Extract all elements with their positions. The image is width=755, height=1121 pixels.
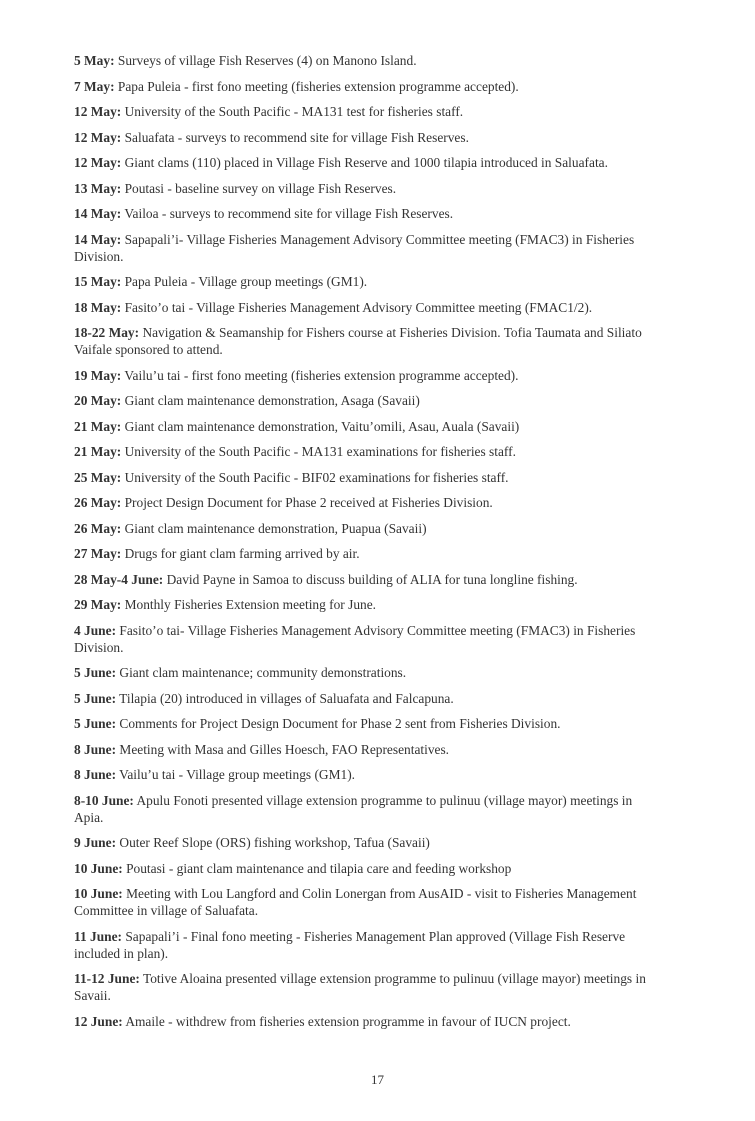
log-entry: [74, 392, 654, 409]
entry-list: [74, 52, 654, 1030]
log-entry: [74, 885, 654, 919]
log-entry: [74, 690, 654, 707]
entry-date: 9 June:: [74, 835, 117, 850]
entry-date: 5 May:: [74, 53, 115, 68]
log-entry: [74, 792, 654, 826]
entry-text: Fasito’o tai - Village Fisheries Management Advisory Committee meeting (FMAC1/2).: [124, 299, 593, 315]
entry-date: 25 May:: [74, 469, 122, 485]
entry-text: Outer Reef Slope (ORS) fishing workshop, Tafua (Savaii): [119, 835, 430, 850]
log-entry: [74, 52, 654, 69]
log-entry: [74, 367, 654, 384]
log-entry: [74, 324, 654, 358]
entry-date: 21 May:: [74, 444, 122, 459]
entry-date: 8 June:: [74, 767, 117, 782]
entry-text: Giant clam maintenance; community demonstrations.: [119, 665, 407, 680]
entry-text: Meeting with Lou Langford and Colin Lonergan from AusAID - visit to Fisheries Management Committee in village of Saluafata.: [74, 886, 637, 918]
log-entry: [74, 596, 654, 613]
entry-text: Totive Aloaina presented village extension programme to pulinuu (village mayor) meetings in Savaii.: [74, 971, 646, 1003]
log-entry: [74, 299, 654, 316]
entry-text: Sapapali’i - Final fono meeting - Fisheries Management Plan approved (Village Fish Reserve included in plan).: [74, 928, 626, 961]
entry-text: Giant clam maintenance demonstration, Asaga (Savaii): [124, 393, 420, 408]
entry-date: 26 May:: [74, 520, 122, 536]
entry-text: Apulu Fonoti presented village extension programme to pulinuu (village mayor) meetings in Apia.: [74, 792, 633, 825]
entry-date: 4 June:: [74, 622, 117, 638]
entry-date: 11-12 June:: [74, 971, 140, 986]
log-entry: [74, 1013, 654, 1030]
entry-date: 12 May:: [74, 155, 122, 170]
entry-date: 29 May:: [74, 597, 122, 612]
page-number: 17: [371, 1072, 384, 1087]
log-entry: [74, 205, 654, 222]
log-entry: [74, 180, 654, 197]
log-entry: [74, 928, 654, 962]
log-entry: [74, 860, 654, 877]
log-entry: [74, 571, 654, 588]
entry-text: University of the South Pacific - BIF02 examinations for fisheries staff.: [124, 469, 509, 485]
entry-date: 5 June:: [74, 665, 117, 680]
entry-date: 12 May:: [74, 129, 122, 145]
entry-text: Tilapia (20) introduced in villages of Saluafata and Falcapuna.: [119, 690, 454, 706]
log-entry: [74, 520, 654, 537]
log-entry: [74, 418, 654, 435]
entry-text: Fasito’o tai- Village Fisheries Management Advisory Committee meeting (FMAC3) in Fisheries Division.: [74, 622, 636, 655]
entry-date: 18 May:: [74, 299, 122, 315]
log-entry: [74, 129, 654, 146]
entry-text: David Payne in Samoa to discuss building of ALIA for tuna longline fishing.: [166, 571, 578, 587]
entry-date: 14 May:: [74, 231, 122, 247]
entry-date: 7 May:: [74, 78, 115, 94]
entry-text: Navigation & Seamanship for Fishers course at Fisheries Division. Tofia Taumata and Siliato Vaifale sponsored to attend.: [74, 325, 642, 357]
entry-date: 15 May:: [74, 274, 122, 289]
entry-text: Monthly Fisheries Extension meeting for June.: [124, 597, 377, 612]
entry-date: 5 June:: [74, 716, 117, 731]
log-entry: [74, 273, 654, 290]
entry-text: Vailoa - surveys to recommend site for village Fish Reserves.: [124, 206, 454, 221]
entry-text: Saluafata - surveys to recommend site for village Fish Reserves.: [124, 129, 469, 145]
entry-text: Meeting with Masa and Gilles Hoesch, FAO Representatives.: [119, 741, 450, 757]
entry-date: 20 May:: [74, 393, 122, 408]
entry-date: 10 June:: [74, 860, 123, 876]
entry-date: 10 June:: [74, 886, 123, 901]
entry-date: 5 June:: [74, 690, 117, 706]
entry-text: Project Design Document for Phase 2 received at Fisheries Division.: [124, 495, 493, 510]
entry-text: Poutasi - giant clam maintenance and tilapia care and feeding workshop: [126, 860, 512, 876]
entry-date: 13 May:: [74, 180, 122, 196]
log-entry: [74, 103, 654, 120]
entry-text: University of the South Pacific - MA131 examinations for fisheries staff.: [124, 444, 516, 459]
entry-date: 27 May:: [74, 546, 122, 561]
log-entry: [74, 766, 654, 783]
entry-text: University of the South Pacific - MA131 test for fisheries staff.: [124, 104, 464, 119]
log-entry: [74, 622, 654, 656]
entry-text: Papa Puleia - first fono meeting (fisheries extension programme accepted).: [117, 78, 519, 94]
entry-text: Giant clams (110) placed in Village Fish Reserve and 1000 tilapia introduced in Saluafata.: [124, 155, 608, 170]
log-entry: [74, 231, 654, 265]
entry-text: Surveys of village Fish Reserves (4) on Manono Island.: [117, 53, 417, 68]
entry-date: 26 May:: [74, 495, 122, 510]
document-body: [74, 52, 654, 1038]
log-entry: [74, 970, 654, 1004]
entry-text: Amaile - withdrew from fisheries extension programme in favour of IUCN project.: [125, 1013, 571, 1029]
entry-date: 28 May-4 June:: [74, 571, 164, 587]
entry-text: Sapapali’i- Village Fisheries Management Advisory Committee meeting (FMAC3) in Fisheries Division.: [74, 231, 635, 264]
log-entry: [74, 78, 654, 95]
entry-date: 8-10 June:: [74, 792, 134, 808]
log-entry: [74, 834, 654, 851]
entry-text: Papa Puleia - Village group meetings (GM1).: [124, 274, 368, 289]
entry-text: Giant clam maintenance demonstration, Puapua (Savaii): [124, 520, 427, 536]
entry-text: Comments for Project Design Document for Phase 2 sent from Fisheries Division.: [119, 716, 561, 731]
entry-text: Poutasi - baseline survey on village Fish Reserves.: [124, 180, 397, 196]
entry-date: 14 May:: [74, 206, 122, 221]
log-entry: [74, 494, 654, 511]
log-entry: [74, 154, 654, 171]
log-entry: [74, 443, 654, 460]
log-entry: [74, 715, 654, 732]
entry-text: Giant clam maintenance demonstration, Vaitu’omili, Asau, Auala (Savaii): [124, 418, 520, 434]
entry-date: 18-22 May:: [74, 325, 140, 340]
entry-date: 12 May:: [74, 104, 122, 119]
entry-text: Vailu’u tai - Village group meetings (GM1).: [119, 767, 355, 782]
log-entry: [74, 741, 654, 758]
entry-date: 12 June:: [74, 1013, 123, 1029]
entry-date: 21 May:: [74, 418, 122, 434]
log-entry: [74, 664, 654, 681]
entry-date: 11 June:: [74, 928, 122, 944]
entry-text: Drugs for giant clam farming arrived by air.: [124, 546, 360, 561]
log-entry: [74, 469, 654, 486]
entry-date: 19 May:: [74, 367, 122, 383]
entry-date: 8 June:: [74, 741, 117, 757]
log-entry: [74, 545, 654, 562]
entry-text: Vailu’u tai - first fono meeting (fisheries extension programme accepted).: [124, 367, 519, 383]
